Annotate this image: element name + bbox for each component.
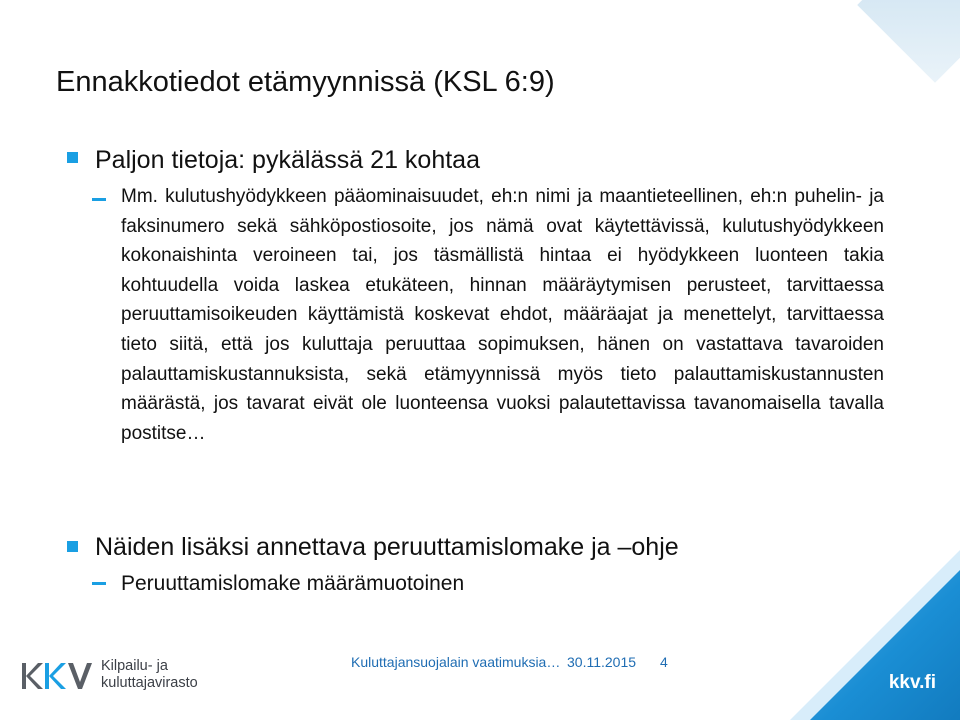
bullet-2-detail: Peruuttamislomake määrämuotoinen xyxy=(121,572,465,595)
bullet-square-icon xyxy=(67,152,78,163)
dash-icon xyxy=(92,582,106,585)
slide-title: Ennakkotiedot etämyynnissä (KSL 6:9) xyxy=(56,66,555,98)
kkv-logo-icon xyxy=(20,660,96,692)
footer-date: 30.11.2015 xyxy=(567,654,637,670)
logo-wordmark: Kilpailu- ja kuluttajavirasto xyxy=(101,658,198,691)
dash-icon xyxy=(92,198,106,201)
corner-decoration-bottom xyxy=(810,570,960,720)
footer-caption: Kuluttajansuojalain vaatimuksia… xyxy=(351,654,561,670)
bullet-square-icon xyxy=(67,541,78,552)
corner-decoration-top xyxy=(857,0,960,83)
page-number: 4 xyxy=(660,654,668,670)
bullet-1-detail: Mm. kulutushyödykkeen pääominaisuudet, eh:n nimi ja maantieteellinen, eh:n puhelin- ja faksinumero sekä sähköpostiosoite, jos nämä ovat käytettävissä, kulutushyödykkeen kokonaishinta veroineen tai, jos täsmällistä hintaa ei hyödykkeen luonteen takia kohtuudella voida laskea etukäteen, hinnan määräytymisen perusteet, tarvittaessa peruuttamisoikeuden käyttämistä koskevat ehdot, määräajat ja menettelyt, tarvittaessa tieto siitä, että jos kuluttaja peruuttaa sopimuksen, hänen on vastattava tavaroiden palauttamiskustannuksista, sekä etämyynnissä myös tieto palauttamiskustannusten määrästä, jos tavarat eivät ole luonteensa vuoksi palautettavissa tavanomaisella tavalla postitse… xyxy=(121,186,884,444)
brand-url: kkv.fi xyxy=(888,672,936,693)
bullet-2-text: Näiden lisäksi annettava peruuttamislomake ja –ohje xyxy=(95,533,679,561)
bullet-1-text: Paljon tietoja: pykälässä 21 kohtaa xyxy=(95,146,480,174)
